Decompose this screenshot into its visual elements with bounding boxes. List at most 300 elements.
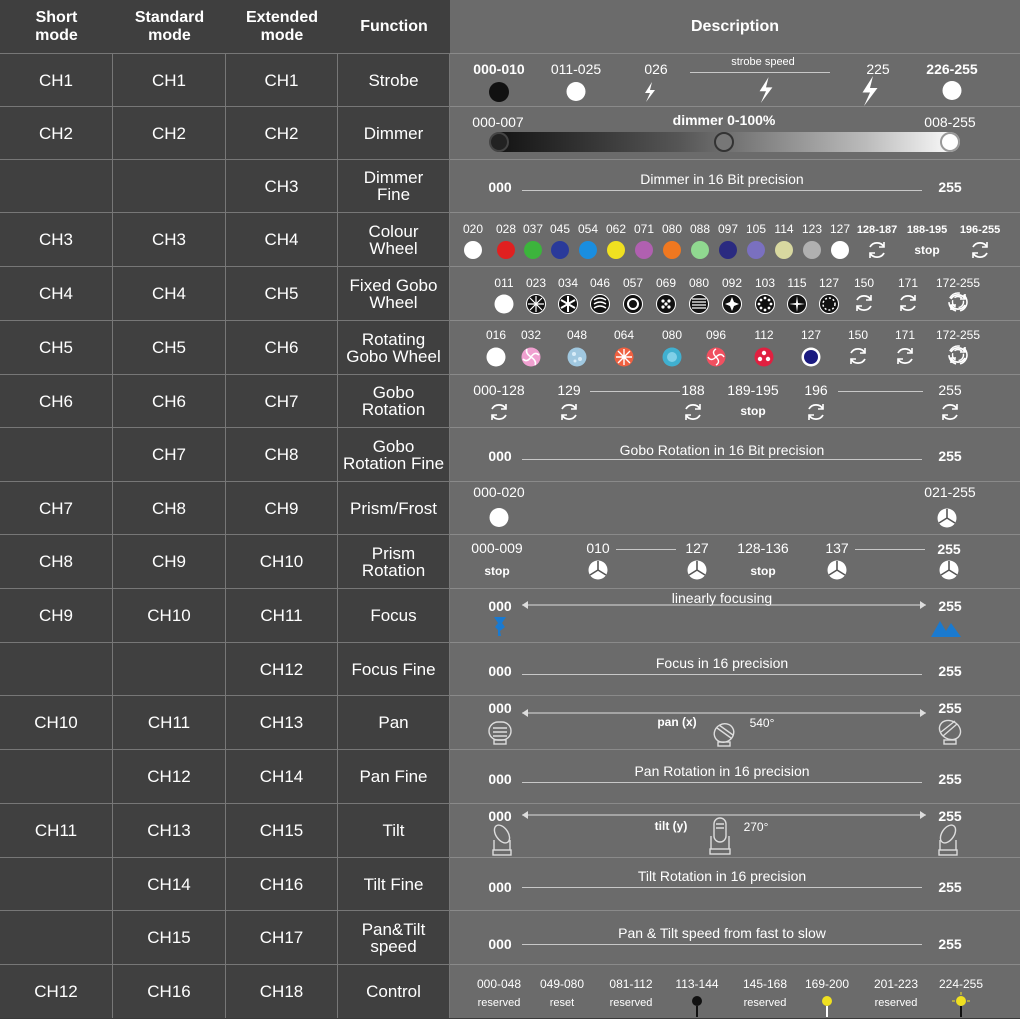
gobo-pattern-icon	[557, 293, 579, 315]
cell-short	[0, 642, 113, 695]
prism-rot-value-2: 010	[586, 540, 610, 556]
control-value-5: 169-200	[804, 977, 850, 991]
gobo-rot-value-4: 189-195	[727, 382, 779, 398]
cell-function-text: Gobo Rotation Fine	[342, 436, 445, 473]
cell-function-text: Tilt	[382, 821, 405, 840]
rot-gobo-value-2: 048	[566, 328, 588, 342]
cell-function	[338, 857, 450, 910]
dimmer-value-2: 008-255	[924, 114, 976, 130]
prism-icon	[588, 560, 608, 580]
cell-standard	[113, 320, 226, 374]
tilt-fine-text: Tilt Rotation in 16 precision	[637, 868, 807, 884]
cell-short-text: CH3	[38, 230, 73, 249]
prism-value-1: 000-020	[473, 484, 525, 500]
tilt-fine-start: 000	[488, 879, 512, 895]
cell-standard-text: CH14	[147, 874, 191, 894]
rotate-icon	[805, 401, 827, 423]
rot-gobo-value-0: 016	[485, 328, 507, 342]
pt-speed-end: 255	[938, 936, 962, 952]
cell-short-text: CH9	[38, 606, 73, 625]
cell-standard-text: CH3	[151, 230, 186, 249]
cell-extended-text: CH1	[264, 70, 299, 90]
cell-standard	[113, 374, 226, 427]
cell-short-text: CH10	[34, 713, 78, 732]
colour-value-1: 028	[495, 222, 517, 236]
cell-short	[0, 266, 113, 320]
desc-prism-frost	[450, 481, 1020, 534]
cell-extended-text: CH16	[259, 874, 304, 894]
cell-extended	[226, 695, 338, 749]
colour-swatch-icon	[803, 241, 821, 259]
pan-end: 255	[938, 700, 962, 716]
colour-swatch-icon	[831, 241, 849, 259]
cell-extended	[226, 642, 338, 695]
colour-value-16: 196-255	[959, 224, 1001, 236]
cell-short	[0, 534, 113, 588]
cell-standard	[113, 642, 226, 695]
cell-standard	[113, 266, 226, 320]
cell-short-text: CH12	[34, 982, 78, 1001]
colour-value-11: 114	[774, 222, 794, 236]
control-value-7: 224-255	[938, 977, 984, 991]
dimmer-value-1: 000-007	[472, 114, 524, 130]
rotate-icon	[853, 292, 875, 314]
moving-head-front-icon	[485, 718, 515, 746]
cell-function	[338, 212, 450, 266]
gobo-rot-value-3: 188	[681, 382, 705, 398]
cell-function	[338, 266, 450, 320]
colour-swatch-icon	[551, 241, 569, 259]
header-function	[338, 0, 451, 53]
cell-extended-text: CH6	[264, 338, 299, 357]
cell-function-text: Focus Fine	[351, 659, 436, 679]
header-description	[450, 0, 1020, 53]
prism-rot-line-1	[616, 549, 676, 550]
desc-tilt-fine	[450, 857, 1020, 910]
tilt-head-left-icon	[488, 822, 516, 856]
prism-icon	[937, 508, 957, 528]
cell-extended	[226, 964, 338, 1018]
cell-extended-text: CH2	[264, 123, 299, 143]
fixed-gobo-value-10: 127	[818, 276, 840, 290]
focus-end: 255	[938, 598, 962, 614]
strobe-value-5: 226-255	[926, 61, 978, 77]
cell-short	[0, 106, 113, 159]
fixed-gobo-value-6: 080	[688, 276, 710, 290]
cell-function	[338, 749, 450, 803]
header-short-label: Short mode	[35, 8, 78, 44]
focus-near-icon	[492, 615, 508, 637]
fixed-gobo-value-7: 092	[721, 276, 743, 290]
control-value-6: 201-223	[873, 977, 919, 991]
cell-extended-text: CH18	[259, 982, 304, 1001]
cell-extended	[226, 106, 338, 159]
cell-function	[338, 53, 450, 106]
rotate-double-icon	[947, 291, 969, 313]
dimmer-end-knob-icon	[940, 132, 960, 152]
desc-dimmer	[450, 106, 1020, 159]
prism-rot-stop-1: stop	[484, 564, 510, 578]
cell-standard	[113, 53, 226, 106]
control-label-2: reserved	[609, 997, 653, 1009]
cell-extended	[226, 910, 338, 964]
pan-fine-text: Pan Rotation in 16 precision	[634, 763, 810, 779]
tilt-fine-line	[522, 887, 922, 888]
lightning-slow-icon	[643, 82, 657, 102]
header-extended-mode	[226, 0, 339, 53]
fixed-gobo-value-9: 115	[787, 276, 807, 290]
cell-standard-text: CH7	[151, 445, 186, 464]
focus-text: linearly focusing	[671, 590, 773, 606]
cell-short	[0, 320, 113, 374]
desc-prism-rotation	[450, 534, 1020, 588]
lightning-medium-icon	[757, 77, 775, 103]
cell-extended-text: CH11	[260, 606, 303, 625]
colour-value-2: 037	[522, 222, 544, 236]
rotate-icon	[558, 401, 580, 423]
cell-standard-text: CH8	[151, 498, 186, 518]
desc-focus	[450, 588, 1020, 642]
rot-gobo-value-4: 080	[661, 328, 683, 342]
desc-strobe	[450, 53, 1020, 106]
cell-extended	[226, 320, 338, 374]
desc-tilt	[450, 803, 1020, 857]
fixed-gobo-value-8: 103	[754, 276, 776, 290]
control-value-4: 145-168	[742, 977, 788, 991]
cell-standard	[113, 964, 226, 1018]
prism-rot-value-3: 127	[685, 540, 709, 556]
focus-start: 000	[488, 598, 512, 614]
gobo-pattern-icon	[622, 293, 644, 315]
cell-extended-text: CH4	[264, 230, 299, 249]
gobo-pattern-icon	[721, 293, 743, 315]
fixed-gobo-value-4: 057	[622, 276, 644, 290]
dimmer-start-knob-icon	[489, 132, 509, 152]
colour-value-8: 088	[689, 222, 711, 236]
pt-speed-text: Pan & Tilt speed from fast to slow	[618, 925, 826, 941]
rot-gobo-value-9: 171	[894, 328, 916, 342]
cell-standard	[113, 427, 226, 481]
gobo-rot-fine-line	[522, 459, 922, 460]
gobo-rot-line-2	[838, 391, 923, 392]
strobe-speed-label: strobe speed	[731, 56, 795, 68]
prism-value-2: 021-255	[924, 484, 976, 500]
pt-speed-line	[522, 944, 922, 945]
cell-function	[338, 964, 450, 1018]
cell-extended-text: CH10	[259, 552, 304, 571]
gobo-pattern-icon	[525, 293, 547, 315]
strobe-value-2: 011-025	[550, 61, 602, 77]
desc-dimmer-fine	[450, 159, 1020, 212]
fixed-gobo-value-5: 069	[655, 276, 677, 290]
rotate-icon	[488, 401, 510, 423]
fixed-gobo-value-2: 034	[557, 276, 579, 290]
dimmer-fine-start: 000	[488, 179, 512, 195]
rotating-gobo-icon	[661, 346, 683, 368]
cell-standard-text: CH15	[147, 928, 191, 947]
prism-rot-stop-2: stop	[750, 564, 776, 578]
rot-gobo-value-3: 064	[613, 328, 635, 342]
rotate-icon	[866, 239, 888, 261]
desc-focus-fine	[450, 642, 1020, 695]
lamp-on-icon	[950, 993, 972, 1019]
desc-fixed-gobo	[450, 266, 1020, 320]
cell-short	[0, 481, 113, 534]
cell-function-text: Dimmer Fine	[363, 168, 424, 204]
cell-function	[338, 910, 450, 964]
rot-gobo-value-8: 150	[847, 328, 869, 342]
cell-function-text: Gobo Rotation	[361, 383, 426, 419]
dimmer-label: dimmer 0-100%	[672, 112, 776, 128]
cell-function-text: Pan	[378, 713, 409, 732]
focus-fine-line	[522, 674, 922, 675]
prism-icon	[827, 560, 847, 580]
fixed-gobo-value-3: 046	[589, 276, 611, 290]
tilt-head-center-icon	[706, 816, 734, 856]
colour-value-0: 020	[462, 222, 484, 236]
colour-value-15: 188-195	[906, 224, 948, 236]
desc-gobo-rotation	[450, 374, 1020, 427]
cell-extended	[226, 212, 338, 266]
desc-control	[450, 964, 1020, 1018]
cell-function-text: Dimmer	[363, 123, 424, 143]
pan-start: 000	[488, 700, 512, 716]
cell-short-text: CH1	[38, 70, 73, 90]
gobo-rot-fine-text: Gobo Rotation in 16 Bit precision	[619, 442, 825, 458]
colour-swatch-icon	[719, 241, 737, 259]
cell-function-text: Prism/Frost	[350, 498, 437, 518]
cell-short	[0, 588, 113, 642]
gobo-pattern-icon	[589, 293, 611, 315]
colour-value-14: 128-187	[856, 224, 898, 236]
prism-rot-line-2	[855, 549, 925, 550]
cell-standard	[113, 212, 226, 266]
header-standard-label: Standard mode	[134, 8, 205, 44]
cell-standard-text: CH16	[147, 982, 191, 1001]
cell-extended-text: CH12	[259, 659, 304, 679]
control-label-4: reserved	[743, 997, 787, 1009]
colour-swatch-icon	[747, 241, 765, 259]
pt-speed-start: 000	[488, 936, 512, 952]
colour-value-5: 062	[605, 222, 627, 236]
rot-gobo-value-6: 112	[754, 328, 774, 342]
strobe-value-4: 225	[866, 61, 890, 77]
focus-fine-text: Focus in 16 precision	[655, 655, 789, 671]
gobo-pattern-icon	[655, 293, 677, 315]
gobo-rot-stop: stop	[740, 404, 766, 418]
cell-standard-text: CH2	[151, 123, 186, 143]
colour-value-3: 045	[549, 222, 571, 236]
cell-extended-text: CH9	[264, 498, 299, 518]
rotating-gobo-icon	[485, 346, 507, 368]
focus-far-icon	[931, 617, 961, 637]
open-dot-icon	[943, 81, 962, 100]
strobe-speed-line	[690, 72, 830, 73]
gobo-pattern-icon	[493, 293, 515, 315]
cell-standard-text: CH9	[151, 552, 186, 571]
gobo-rot-value-2: 129	[557, 382, 581, 398]
cell-extended	[226, 857, 338, 910]
header-short-mode	[0, 0, 114, 53]
prism-rot-value-5: 137	[825, 540, 849, 556]
cell-function-text: Colour Wheel	[368, 221, 419, 258]
fixed-gobo-value-11: 150	[853, 276, 875, 290]
colour-value-9: 097	[717, 222, 739, 236]
cell-standard-text: CH6	[151, 391, 186, 411]
cell-short	[0, 964, 113, 1018]
open-dot-icon	[490, 508, 509, 527]
cell-function-text: Prism Rotation	[361, 543, 426, 580]
cell-function-text: Pan Fine	[359, 767, 428, 786]
cell-standard	[113, 857, 226, 910]
cell-short	[0, 159, 113, 212]
dimmer-fine-line	[522, 190, 922, 191]
cell-short	[0, 910, 113, 964]
control-label-1: reset	[549, 997, 575, 1009]
cell-extended	[226, 159, 338, 212]
desc-pan-fine	[450, 749, 1020, 803]
cell-function	[338, 427, 450, 481]
colour-swatch-icon	[663, 241, 681, 259]
dimmer-fine-end: 255	[938, 179, 962, 195]
strobe-value-3: 026	[644, 61, 668, 77]
cell-standard	[113, 910, 226, 964]
rotate-icon	[682, 401, 704, 423]
cell-standard	[113, 481, 226, 534]
cell-function	[338, 695, 450, 749]
cell-function	[338, 481, 450, 534]
cell-short-text: CH11	[34, 821, 78, 840]
cell-function	[338, 159, 450, 212]
rotate-icon	[847, 345, 869, 367]
tilt-degrees: 270°	[743, 820, 769, 834]
fixed-gobo-value-12: 171	[897, 276, 919, 290]
tilt-start: 000	[488, 808, 512, 824]
colour-value-13: 127	[829, 222, 851, 236]
gobo-pattern-icon	[818, 293, 840, 315]
cell-short	[0, 695, 113, 749]
cell-extended-text: CH3	[264, 176, 299, 196]
cell-function-text: Rotating Gobo Wheel	[346, 329, 441, 366]
focus-arrow-line	[522, 600, 926, 610]
tilt-end: 255	[938, 808, 962, 824]
cell-extended-text: CH5	[264, 284, 299, 303]
closed-dot-icon	[489, 82, 509, 102]
cell-function	[338, 588, 450, 642]
colour-swatch-icon	[497, 241, 515, 259]
control-value-1: 049-080	[539, 977, 585, 991]
cell-function-text: Pan&Tilt speed	[361, 919, 426, 956]
gobo-rot-line-1	[590, 391, 680, 392]
cell-standard	[113, 159, 226, 212]
cell-function-text: Fixed Gobo Wheel	[349, 275, 438, 312]
pan-fine-start: 000	[488, 771, 512, 787]
colour-swatch-icon	[579, 241, 597, 259]
cell-short-text: CH4	[38, 284, 73, 303]
rotating-gobo-icon	[753, 346, 775, 368]
cell-short	[0, 212, 113, 266]
cell-function-text: Focus	[370, 606, 417, 625]
cell-extended	[226, 803, 338, 857]
lightning-fast-icon	[859, 76, 881, 106]
cell-short	[0, 374, 113, 427]
cell-short	[0, 857, 113, 910]
cell-function	[338, 534, 450, 588]
rotating-gobo-icon	[800, 346, 822, 368]
pan-fine-line	[522, 782, 922, 783]
cell-standard	[113, 695, 226, 749]
open-dot-icon	[567, 82, 586, 101]
rot-gobo-value-10: 172-255	[935, 328, 981, 342]
colour-swatch-icon	[691, 241, 709, 259]
cell-short-text: CH2	[38, 123, 73, 143]
colour-swatch-icon	[607, 241, 625, 259]
cell-function	[338, 642, 450, 695]
cell-function-text: Tilt Fine	[363, 874, 424, 894]
gobo-pattern-icon	[688, 293, 710, 315]
rotating-gobo-icon	[705, 346, 727, 368]
rotate-double-icon	[947, 344, 969, 366]
prism-icon	[687, 560, 707, 580]
cell-short-text: CH5	[38, 338, 73, 357]
cell-standard-text: CH12	[147, 767, 191, 786]
moving-head-side-icon	[709, 720, 739, 748]
gobo-rot-value-6: 255	[938, 382, 962, 398]
lamp-off-icon	[686, 993, 708, 1019]
colour-value-4: 054	[577, 222, 599, 236]
cell-extended	[226, 53, 338, 106]
rot-gobo-value-1: 032	[520, 328, 542, 342]
colour-swatch-icon	[524, 241, 542, 259]
colour-swatch-icon	[775, 241, 793, 259]
cell-standard	[113, 534, 226, 588]
cell-extended	[226, 266, 338, 320]
cell-extended	[226, 749, 338, 803]
gobo-rot-fine-end: 255	[938, 448, 962, 464]
rotate-icon	[897, 292, 919, 314]
cell-standard-text: CH13	[147, 821, 191, 840]
desc-rotating-gobo	[450, 320, 1020, 374]
cell-standard	[113, 588, 226, 642]
fixed-gobo-value-1: 023	[525, 276, 547, 290]
cell-standard	[113, 803, 226, 857]
prism-rot-value-1: 000-009	[471, 540, 523, 556]
desc-pan-tilt-speed	[450, 910, 1020, 964]
rotating-gobo-icon	[613, 346, 635, 368]
control-label-0: reserved	[477, 997, 521, 1009]
moving-head-back-icon	[935, 718, 965, 746]
cell-short	[0, 53, 113, 106]
rotate-double-icon	[969, 239, 991, 261]
cell-short	[0, 749, 113, 803]
cell-short-text: CH7	[38, 498, 73, 518]
colour-value-7: 080	[661, 222, 683, 236]
colour-stop: stop	[914, 243, 940, 257]
desc-colour-wheel	[450, 212, 1020, 266]
cell-function	[338, 106, 450, 159]
prism-rot-value-4: 128-136	[737, 540, 789, 556]
rotate-icon	[939, 401, 961, 423]
cell-standard	[113, 749, 226, 803]
cell-extended	[226, 481, 338, 534]
fixed-gobo-value-13: 172-255	[935, 276, 981, 290]
cell-extended-text: CH7	[264, 391, 299, 411]
cell-standard-text: CH10	[147, 606, 191, 625]
cell-short	[0, 427, 113, 481]
rotating-gobo-icon	[520, 346, 542, 368]
dimmer-mid-knob-icon	[714, 132, 734, 152]
cell-standard	[113, 106, 226, 159]
